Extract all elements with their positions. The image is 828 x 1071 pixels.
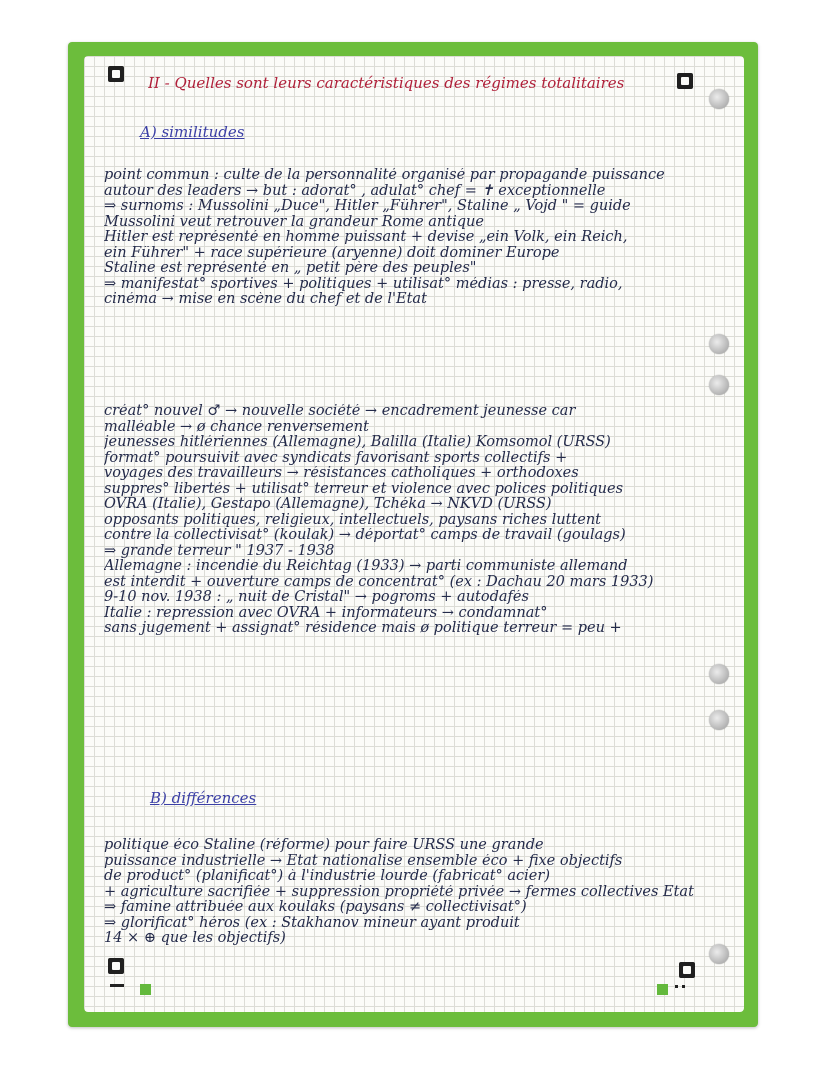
notes-block-differences [104,838,719,947]
corner-marker-bottom-left-icon [108,958,124,974]
note-line: suppres° libertés + utilisat° terreur et violence avec polices politiques [104,481,624,497]
note-line: OVRA (Italie), Gestapo (Allemagne), Tchéka → NKVD (URSS) [104,497,552,512]
binder-ring-hole-icon [709,375,729,395]
corner-marker-top-left-icon [108,66,124,82]
note-line: ⇒ glorificat° héros (ex : Stakhanov mineur ayant produit [104,915,520,931]
note-line: ⇒ manifestat° sportives + politiques + utilisat° médias : presse, radio, [104,276,623,292]
note-line: sans jugement + assignat° résidence mais ø politique terreur = peu + [104,621,622,636]
corner-marker-bottom-right-icon [679,962,695,978]
note-line: voyages des travailleurs → résistances catholiques + orthodoxes [104,466,579,481]
binder-ring-hole-icon [709,89,729,109]
notes-block-repression [104,404,719,637]
page-title: II - Quelles sont leurs caractéristiques des régimes totalitaires [148,74,625,92]
dash-marker-left-icon [110,984,124,987]
binder-ring-hole-icon [709,710,729,730]
note-line: politique éco Staline (réforme) pour faire URSS une grande [104,838,544,853]
note-line: opposants politiques, religieux, intellectuels, paysans riches luttent [104,512,601,528]
green-square-right-icon [657,984,668,995]
note-line: puissance industrielle → Etat nationalise ensemble éco + fixe objectifs [104,853,623,869]
binder-ring-hole-icon [709,334,729,354]
note-line: de product° (planificat°) à l'industrie lourde (fabricat° acier) [104,869,550,884]
note-line: Mussolini veut retrouver la grandeur Rome antique [104,214,484,230]
note-line: Staline est représenté en „ petit père des peuples" [104,261,477,276]
corner-marker-top-right-icon [677,73,693,89]
note-line: ein Führer" + race supérieure (aryenne) doit dominer Europe [104,245,560,261]
dash-marker-right-icon [675,985,678,988]
note-line: ⇒ grande terreur " 1937 - 1938 [104,543,335,559]
green-square-left-icon [140,984,151,995]
note-line: ⇒ surnoms : Mussolini „Duce", Hitler „Führer", Staline „ Vojd " = guide [104,199,631,214]
note-line: malléable → ø chance renversement [104,419,369,435]
note-line: point commun : culte de la personnalité organisé par propagande puissance [104,168,665,183]
section-heading-a: A) similitudes [140,123,245,141]
note-line: 9-10 nov. 1938 : „ nuit de Cristal" → pogroms + autodafés [104,590,529,605]
section-heading-b: B) différences [150,789,257,807]
note-line: contre la collectivisat° (koulak) → déportat° camps de travail (goulags) [104,528,626,543]
note-line: Allemagne : incendie du Reichtag (1933) → parti communiste allemand [104,559,628,574]
note-line: est interdit + ouverture camps de concentrat° (ex : Dachau 20 mars 1933) [104,574,654,590]
note-line: Italie : repression avec OVRA + informateurs → condamnat° [104,605,548,621]
note-line: Hitler est représenté en homme puissant + devise „ein Volk, ein Reich, [104,230,628,245]
binder-ring-hole-icon [709,944,729,964]
note-line: jeunesses hitlériennes (Allemagne), Balilla (Italie) Komsomol (URSS) [104,435,611,450]
note-line: cinéma → mise en scène du chef et de l'Etat [104,292,427,307]
notes-block-similarities [104,168,719,308]
note-line: ⇒ famine attribuée aux koulaks (paysans ≠ collectivisat°) [104,900,527,915]
note-line: autour des leaders → but : adorat° , adulat° chef = ✝ exceptionnelle [104,183,606,199]
dash-marker-right-2-icon [682,985,685,988]
note-line: format° poursuivit avec syndicats favorisant sports collectifs + [104,450,568,466]
note-line: 14 × ⊕ que les objectifs) [104,931,286,946]
note-line: créat° nouvel ♂ → nouvelle société → encadrement jeunesse car [104,404,576,419]
note-line: + agriculture sacrifiée + suppression propriété privée → fermes collectives Etat [104,884,694,900]
binder-ring-hole-icon [709,664,729,684]
